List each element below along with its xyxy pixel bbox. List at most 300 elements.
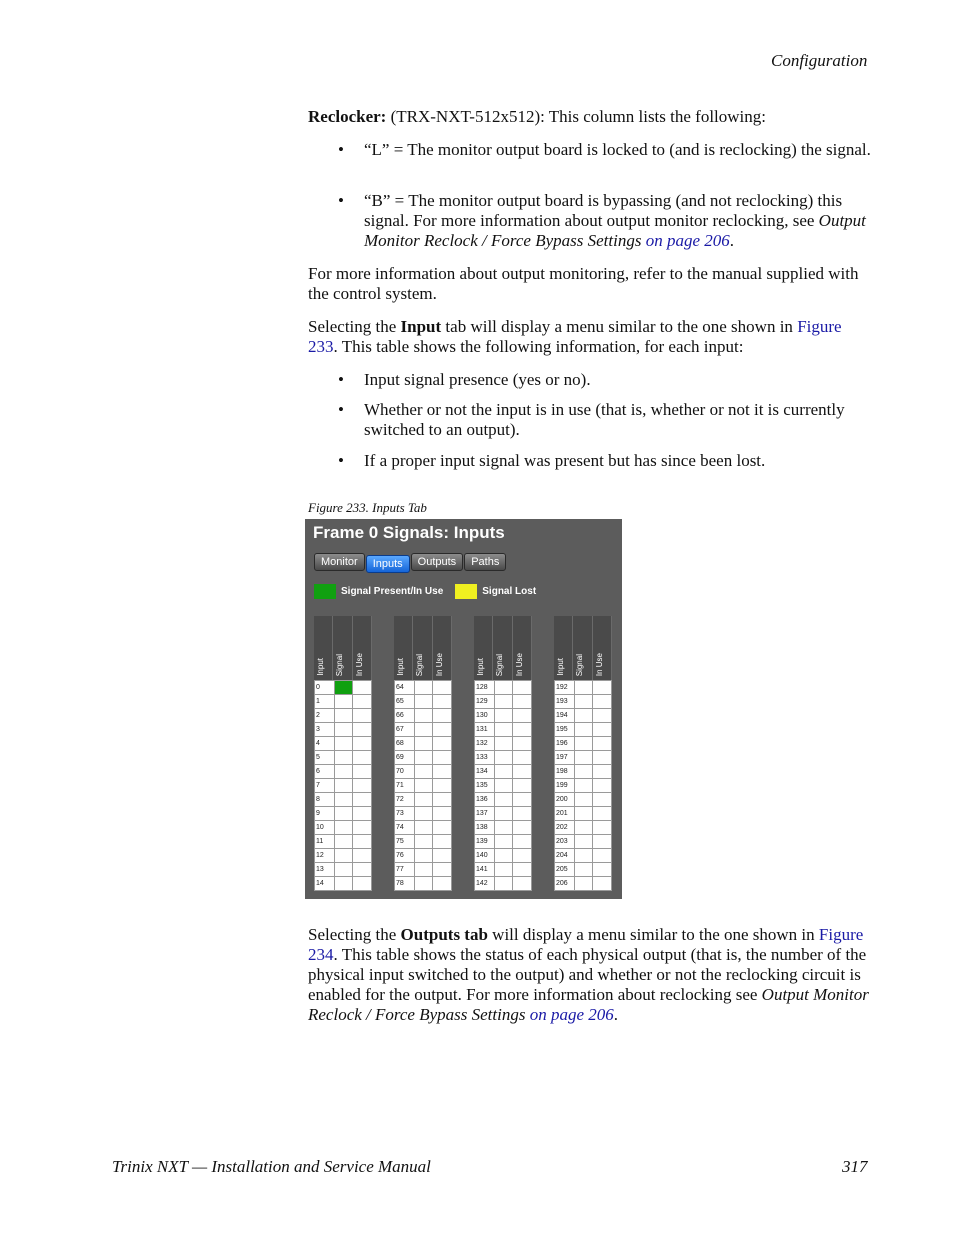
in-use-cell xyxy=(353,737,372,751)
signal-cell xyxy=(334,681,353,695)
in-use-cell xyxy=(353,695,372,709)
signal-cell xyxy=(414,709,433,723)
in-use-cell xyxy=(433,737,452,751)
in-use-cell xyxy=(433,765,452,779)
table-row[interactable] xyxy=(395,709,452,723)
signal-cell xyxy=(494,821,513,835)
cross-reference: Output Monitor Reclock / Force Bypass Settings xyxy=(364,211,866,250)
input-number: 200 xyxy=(555,793,575,807)
input-number: 194 xyxy=(555,709,575,723)
table-row[interactable] xyxy=(315,849,372,863)
table-row[interactable] xyxy=(395,877,452,891)
input-number: 75 xyxy=(395,835,415,849)
signal-cell xyxy=(574,751,593,765)
input-number: 76 xyxy=(395,849,415,863)
input-number: 195 xyxy=(555,723,575,737)
input-bullet-3: • If a proper input signal was present but has since been lost. xyxy=(308,451,870,471)
signal-cell xyxy=(414,793,433,807)
punct: . xyxy=(613,1005,619,1024)
table-row[interactable] xyxy=(475,821,532,835)
bullet-text: Input signal presence (yes or no). xyxy=(364,370,591,389)
input-number: 74 xyxy=(395,821,415,835)
in-use-cell xyxy=(433,807,452,821)
table-row[interactable] xyxy=(315,821,372,835)
in-use-cell xyxy=(353,863,372,877)
table-row[interactable] xyxy=(315,877,372,891)
input-number: 68 xyxy=(395,737,415,751)
signal-cell xyxy=(334,695,353,709)
input-number: 70 xyxy=(395,765,415,779)
in-use-cell xyxy=(513,793,532,807)
table-row[interactable] xyxy=(475,779,532,793)
input-number: 139 xyxy=(475,835,495,849)
column-header-label: Input xyxy=(556,658,565,676)
input-number: 11 xyxy=(315,835,335,849)
in-use-cell xyxy=(513,723,532,737)
in-use-cell xyxy=(513,807,532,821)
input-number: 137 xyxy=(475,807,495,821)
tab-bar xyxy=(314,553,507,571)
table-row[interactable] xyxy=(315,695,372,709)
signal-cell xyxy=(574,737,593,751)
table-row[interactable] xyxy=(555,695,612,709)
table-row[interactable] xyxy=(555,793,612,807)
input-number: 5 xyxy=(315,751,335,765)
signal-cell xyxy=(414,681,433,695)
table-row[interactable] xyxy=(555,849,612,863)
figure-link[interactable]: Figure 234 xyxy=(308,925,864,964)
table-row[interactable] xyxy=(395,835,452,849)
input-number: 196 xyxy=(555,737,575,751)
signal-cell xyxy=(334,765,353,779)
signal-cell xyxy=(494,709,513,723)
input-number: 141 xyxy=(475,863,495,877)
reclocker-label: Reclocker: xyxy=(308,107,387,126)
in-use-cell xyxy=(433,793,452,807)
in-use-cell xyxy=(593,849,612,863)
in-use-cell xyxy=(353,877,372,891)
input-number: 199 xyxy=(555,779,575,793)
column-header xyxy=(333,616,352,680)
column-header-label: Signal xyxy=(495,653,505,676)
column-header xyxy=(474,616,493,680)
signal-cell xyxy=(494,807,513,821)
signal-cell xyxy=(334,737,353,751)
in-use-cell xyxy=(513,863,532,877)
table-row[interactable] xyxy=(555,681,612,695)
in-use-cell xyxy=(593,751,612,765)
table-row[interactable] xyxy=(555,709,612,723)
in-use-cell xyxy=(593,863,612,877)
in-use-cell xyxy=(593,695,612,709)
signal-cell xyxy=(414,751,433,765)
page-number: 317 xyxy=(842,1157,868,1176)
monitoring-paragraph xyxy=(308,264,870,304)
input-number: 133 xyxy=(475,751,495,765)
table-row[interactable] xyxy=(555,835,612,849)
signal-cell xyxy=(494,835,513,849)
signal-cell xyxy=(574,779,593,793)
signal-cell xyxy=(334,793,353,807)
text: . This table shows the status of each physical output (that is, the number of the physical input switched to the output) and whether or not the reclocking circuit is enabled for the output. For more information about reclocking see xyxy=(308,945,867,1004)
input-number: 129 xyxy=(475,695,495,709)
input-number: 192 xyxy=(555,681,575,695)
in-use-cell xyxy=(513,709,532,723)
in-use-cell xyxy=(513,779,532,793)
input-number: 130 xyxy=(475,709,495,723)
table-row[interactable] xyxy=(315,793,372,807)
input-number: 202 xyxy=(555,821,575,835)
reclocker-bullet-b: • “B” = The monitor output board is bypassing (and not reclocking) this signal. For more information about output monitor reclocking, see Output Monitor Reclock / Force Bypass Settings on page 206. xyxy=(338,191,866,250)
table-row[interactable] xyxy=(555,863,612,877)
tab-paths[interactable]: Paths xyxy=(464,553,506,571)
in-use-cell xyxy=(593,765,612,779)
in-use-cell xyxy=(353,723,372,737)
page-link[interactable]: on page 206 xyxy=(641,231,730,250)
input-number: 134 xyxy=(475,765,495,779)
input-number: 14 xyxy=(315,877,335,891)
in-use-cell xyxy=(433,821,452,835)
input-number: 142 xyxy=(475,877,495,891)
in-use-cell xyxy=(433,849,452,863)
input-number: 2 xyxy=(315,709,335,723)
column-header xyxy=(573,616,592,680)
input-number: 3 xyxy=(315,723,335,737)
in-use-cell xyxy=(433,835,452,849)
table-row[interactable] xyxy=(555,779,612,793)
input-bullet-1: • Input signal presence (yes or no). xyxy=(308,370,870,390)
input-number: 204 xyxy=(555,849,575,863)
in-use-cell xyxy=(513,765,532,779)
table-row[interactable] xyxy=(315,737,372,751)
column-header xyxy=(413,616,432,680)
in-use-cell xyxy=(593,821,612,835)
column-header-label: In Use xyxy=(594,652,604,676)
input-number: 12 xyxy=(315,849,335,863)
bullet-text: If a proper input signal was present but has since been lost. xyxy=(364,451,766,470)
input-number: 132 xyxy=(475,737,495,751)
signal-cell xyxy=(494,849,513,863)
column-header-label: Input xyxy=(316,658,325,676)
input-number: 140 xyxy=(475,849,495,863)
in-use-cell xyxy=(513,849,532,863)
column-header xyxy=(353,616,372,680)
signal-cell xyxy=(574,821,593,835)
table-row[interactable] xyxy=(555,877,612,891)
in-use-cell xyxy=(593,709,612,723)
table-row[interactable] xyxy=(475,751,532,765)
in-use-cell xyxy=(593,877,612,891)
input-number: 198 xyxy=(555,765,575,779)
input-number: 4 xyxy=(315,737,335,751)
reclocker-text: (TRX-NXT-512x512): This column lists the following: xyxy=(386,107,766,126)
column-header-label: In Use xyxy=(514,652,524,676)
signal-cell xyxy=(414,807,433,821)
in-use-cell xyxy=(433,723,452,737)
input-number: 193 xyxy=(555,695,575,709)
signal-cell xyxy=(334,723,353,737)
signal-cell xyxy=(494,863,513,877)
table-row[interactable] xyxy=(555,723,612,737)
in-use-cell xyxy=(513,737,532,751)
signal-cell xyxy=(414,779,433,793)
signal-cell xyxy=(494,695,513,709)
running-header: Configuration xyxy=(771,51,868,70)
table-row[interactable] xyxy=(555,821,612,835)
in-use-cell xyxy=(433,863,452,877)
signal-cell xyxy=(574,695,593,709)
table-row[interactable] xyxy=(395,863,452,877)
tab-outputs[interactable]: Outputs xyxy=(411,553,464,571)
figure-link[interactable]: Figure 233 xyxy=(308,317,842,356)
table-row[interactable] xyxy=(315,709,372,723)
input-number: 72 xyxy=(395,793,415,807)
in-use-cell xyxy=(513,681,532,695)
table-row[interactable] xyxy=(475,695,532,709)
table-row[interactable] xyxy=(395,807,452,821)
signal-cell xyxy=(414,849,433,863)
input-number: 77 xyxy=(395,863,415,877)
signal-cell xyxy=(494,751,513,765)
input-number: 128 xyxy=(475,681,495,695)
table-row[interactable] xyxy=(315,863,372,877)
column-header-label: Signal xyxy=(415,653,425,676)
signal-cell xyxy=(574,807,593,821)
tab-inputs[interactable]: Inputs xyxy=(366,555,410,573)
outputs-paragraph xyxy=(308,925,870,1025)
in-use-cell xyxy=(593,779,612,793)
monitoring-text: For more information about output monitoring, refer to the manual supplied with the control system. xyxy=(308,264,859,303)
signal-cell xyxy=(494,779,513,793)
in-use-cell xyxy=(593,835,612,849)
in-use-cell xyxy=(513,877,532,891)
input-number: 71 xyxy=(395,779,415,793)
input-number: 69 xyxy=(395,751,415,765)
table-row[interactable] xyxy=(475,737,532,751)
bold-term: Outputs tab xyxy=(400,925,488,944)
text: tab will display a menu similar to the one shown in xyxy=(441,317,798,336)
signal-cell xyxy=(414,877,433,891)
legend-present-label: Signal Present/In Use xyxy=(341,586,444,597)
in-use-cell xyxy=(353,681,372,695)
table-row[interactable] xyxy=(555,751,612,765)
column-header-label: Signal xyxy=(335,653,345,676)
in-use-cell xyxy=(433,751,452,765)
in-use-cell xyxy=(433,695,452,709)
table-row[interactable] xyxy=(395,695,452,709)
table-row[interactable] xyxy=(475,723,532,737)
in-use-cell xyxy=(353,751,372,765)
column-header-label: In Use xyxy=(434,652,444,676)
in-use-cell xyxy=(513,835,532,849)
in-use-cell xyxy=(353,765,372,779)
signal-cell xyxy=(574,877,593,891)
input-number: 8 xyxy=(315,793,335,807)
input-paragraph xyxy=(308,317,870,357)
input-number: 135 xyxy=(475,779,495,793)
table-row[interactable] xyxy=(315,807,372,821)
column-header-label: Input xyxy=(476,658,485,676)
input-number: 73 xyxy=(395,807,415,821)
table-row[interactable] xyxy=(475,877,532,891)
table-row[interactable] xyxy=(555,765,612,779)
signal-cell xyxy=(414,765,433,779)
signal-cell xyxy=(414,835,433,849)
table-row[interactable] xyxy=(555,807,612,821)
input-number: 205 xyxy=(555,863,575,877)
input-number: 206 xyxy=(555,877,575,891)
table-row[interactable] xyxy=(395,765,452,779)
in-use-cell xyxy=(593,793,612,807)
column-header-label: In Use xyxy=(354,652,364,676)
signal-cell xyxy=(574,709,593,723)
signal-cell xyxy=(574,793,593,807)
bullet-text: “L” = The monitor output board is locked to (and is reclocking) the signal. xyxy=(364,140,871,159)
in-use-cell xyxy=(433,779,452,793)
table-row[interactable] xyxy=(395,681,452,695)
table-row[interactable] xyxy=(395,737,452,751)
table-row[interactable] xyxy=(315,765,372,779)
table-row[interactable] xyxy=(475,807,532,821)
table-row[interactable] xyxy=(475,793,532,807)
punct: . xyxy=(729,231,734,250)
reclocker-bullet-l: • “L” = The monitor output board is locked to (and is reclocking) the signal. xyxy=(338,140,871,159)
table-row[interactable] xyxy=(395,751,452,765)
table-row[interactable] xyxy=(475,709,532,723)
table-row[interactable] xyxy=(475,681,532,695)
signal-group xyxy=(394,616,452,891)
table-row[interactable] xyxy=(475,849,532,863)
signal-cell xyxy=(334,877,353,891)
in-use-cell xyxy=(353,793,372,807)
input-number: 138 xyxy=(475,821,495,835)
page-link[interactable]: on page 206 xyxy=(525,1005,614,1024)
table-row[interactable] xyxy=(395,779,452,793)
in-use-cell xyxy=(353,849,372,863)
bullet-text: Whether or not the input is in use (that is, whether or not it is currently switched to an output). xyxy=(364,400,845,439)
column-header-label: Input xyxy=(396,658,405,676)
table-row[interactable] xyxy=(475,835,532,849)
signal-cell xyxy=(414,737,433,751)
input-number: 66 xyxy=(395,709,415,723)
column-header xyxy=(593,616,612,680)
in-use-cell xyxy=(593,737,612,751)
in-use-cell xyxy=(433,877,452,891)
signal-group xyxy=(314,616,372,891)
signal-cell xyxy=(334,751,353,765)
text: Selecting the xyxy=(308,925,401,944)
inputs-tab-screenshot xyxy=(305,519,622,899)
input-number: 13 xyxy=(315,863,335,877)
in-use-cell xyxy=(433,681,452,695)
table-row[interactable] xyxy=(555,737,612,751)
text: will display a menu similar to the one shown in xyxy=(487,925,819,944)
legend-lost-label: Signal Lost xyxy=(482,586,537,597)
in-use-cell xyxy=(513,821,532,835)
panel-title: Frame 0 Signals: Inputs xyxy=(313,523,505,542)
in-use-cell xyxy=(593,681,612,695)
column-header xyxy=(493,616,512,680)
column-header xyxy=(314,616,333,680)
input-number: 78 xyxy=(395,877,415,891)
signal-cell xyxy=(494,723,513,737)
input-number: 9 xyxy=(315,807,335,821)
tab-monitor[interactable]: Monitor xyxy=(314,553,365,571)
column-header xyxy=(554,616,573,680)
signal-cell xyxy=(334,779,353,793)
in-use-cell xyxy=(353,835,372,849)
in-use-cell xyxy=(593,723,612,737)
text: . This table shows the following information, for each input: xyxy=(333,337,744,356)
input-bullet-2: • Whether or not the input is in use (that is, whether or not it is currently switched to an output). xyxy=(308,400,870,440)
figure-caption: Figure 233. Inputs Tab xyxy=(308,500,427,515)
table-row[interactable] xyxy=(475,765,532,779)
table-row[interactable] xyxy=(395,849,452,863)
input-number: 131 xyxy=(475,723,495,737)
signal-cell xyxy=(334,835,353,849)
in-use-cell xyxy=(513,751,532,765)
bullet-text: “B” = The monitor output board is bypassing (and not reclocking) this signal. For more information about output monitor reclocking, see xyxy=(364,191,843,230)
text: Selecting the xyxy=(308,317,401,336)
in-use-cell xyxy=(593,807,612,821)
signal-group xyxy=(554,616,612,891)
input-number: 6 xyxy=(315,765,335,779)
signal-cell xyxy=(414,723,433,737)
table-row[interactable] xyxy=(475,863,532,877)
signal-cell xyxy=(494,793,513,807)
signal-cell xyxy=(414,821,433,835)
input-number: 197 xyxy=(555,751,575,765)
in-use-cell xyxy=(433,709,452,723)
input-number: 136 xyxy=(475,793,495,807)
table-row[interactable] xyxy=(315,779,372,793)
in-use-cell xyxy=(353,779,372,793)
signal-cell xyxy=(494,765,513,779)
signal-cell xyxy=(574,765,593,779)
signal-cell xyxy=(334,709,353,723)
signal-cell xyxy=(494,737,513,751)
signal-cell xyxy=(574,849,593,863)
signal-cell xyxy=(494,877,513,891)
table-row[interactable] xyxy=(315,835,372,849)
table-row[interactable] xyxy=(395,793,452,807)
table-row[interactable] xyxy=(315,751,372,765)
column-header xyxy=(513,616,532,680)
cross-reference: Output Monitor Reclock / Force Bypass Settings xyxy=(308,985,869,1024)
table-row[interactable] xyxy=(315,723,372,737)
signal-cell xyxy=(334,821,353,835)
signal-cell xyxy=(414,863,433,877)
in-use-cell xyxy=(353,709,372,723)
legend-swatch-lost xyxy=(455,584,477,599)
legend-swatch-present xyxy=(314,584,336,599)
footer-title: Trinix NXT — Installation and Service Manual xyxy=(112,1157,431,1176)
signal-cell xyxy=(574,681,593,695)
table-row[interactable] xyxy=(395,821,452,835)
signal-cell xyxy=(574,863,593,877)
legend xyxy=(314,584,536,599)
table-row[interactable] xyxy=(315,681,372,695)
column-header xyxy=(394,616,413,680)
input-number: 10 xyxy=(315,821,335,835)
input-number: 201 xyxy=(555,807,575,821)
in-use-cell xyxy=(353,807,372,821)
signal-cell xyxy=(414,695,433,709)
input-number: 67 xyxy=(395,723,415,737)
in-use-cell xyxy=(513,695,532,709)
table-row[interactable] xyxy=(395,723,452,737)
signal-group xyxy=(474,616,532,891)
